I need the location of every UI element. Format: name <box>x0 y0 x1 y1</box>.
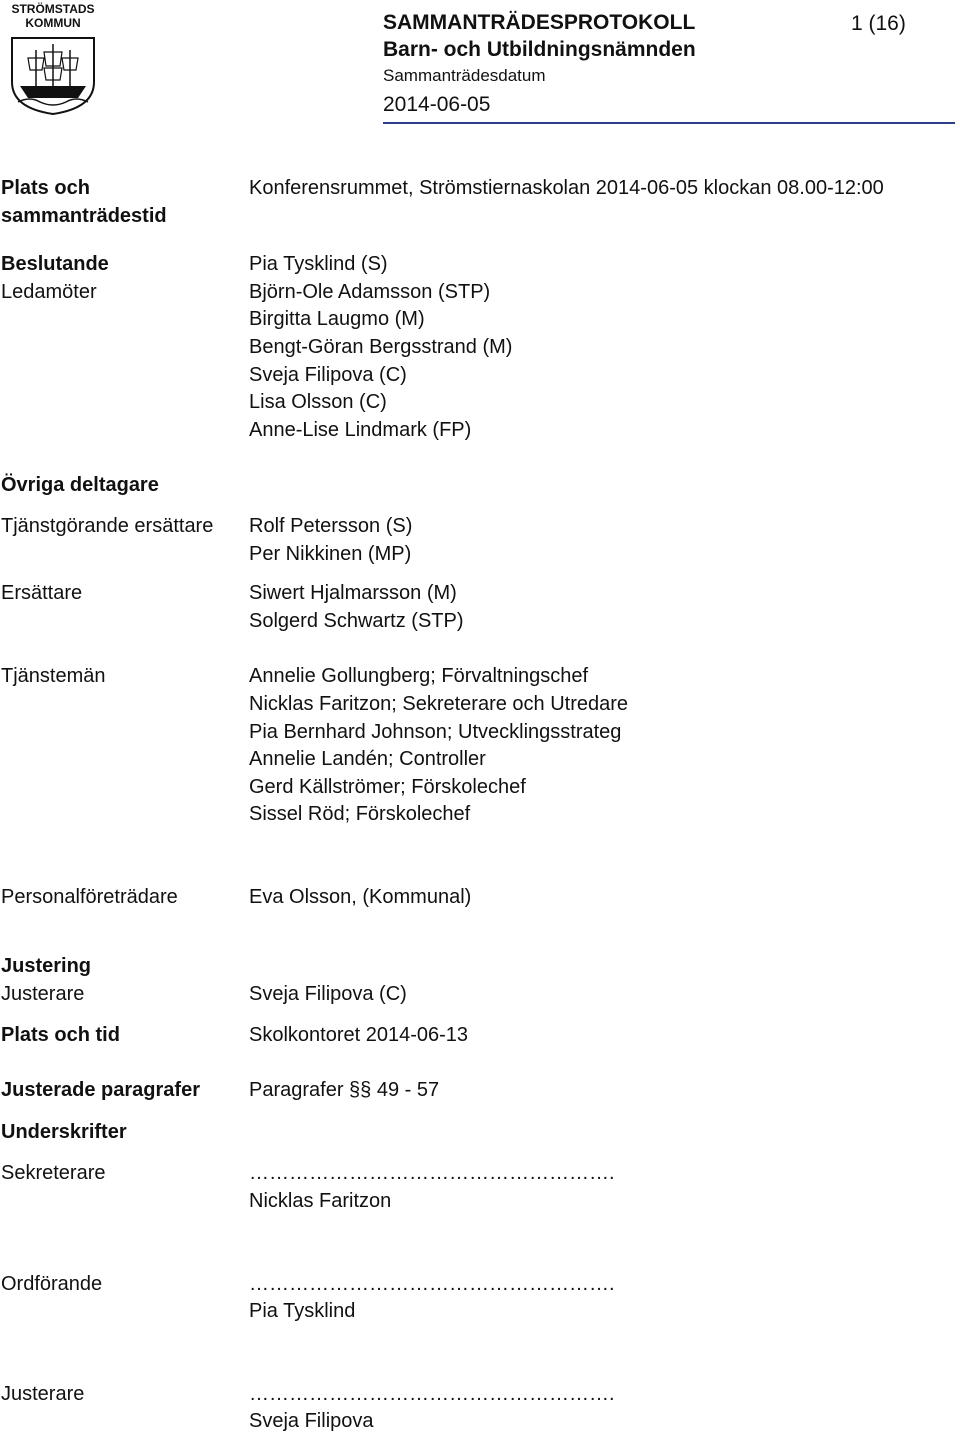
adjuster-value: Sveja Filipova (C) <box>249 983 407 1005</box>
members-label: Ledamöter <box>1 281 97 303</box>
logo-text-line1: STRÖMSTADS <box>11 2 95 16</box>
adjusted-paragraphs-value: Paragrafer §§ 49 - 57 <box>249 1079 440 1101</box>
official-item: Pia Bernhard Johnson; Utvecklingsstrateg <box>249 721 622 743</box>
adjustment-label: Justering <box>1 955 92 977</box>
signature-adjuster-label: Justerare <box>1 1383 85 1405</box>
serving-substitute-item: Per Nikkinen (MP) <box>249 543 412 565</box>
signature-line: ………………………………………………. <box>249 1273 615 1295</box>
logo-text-line2: KOMMUN <box>25 16 81 30</box>
member-item: Birgitta Laugmo (M) <box>249 308 425 330</box>
place-label-line2: sammanträdestid <box>1 205 167 227</box>
member-item: Lisa Olsson (C) <box>249 391 387 413</box>
serving-substitute-item: Rolf Petersson (S) <box>249 515 413 537</box>
committee-name: Barn- och Utbildningsnämnden <box>383 38 696 61</box>
substitute-item: Siwert Hjalmarsson (M) <box>249 582 457 604</box>
document-type-title: SAMMANTRÄDESPROTOKOLL <box>383 11 696 34</box>
signature-line: ………………………………………………. <box>249 1162 615 1184</box>
decision-makers-label: Beslutande <box>1 253 109 275</box>
adjusted-paragraphs-label: Justerade paragrafer <box>1 1079 200 1101</box>
official-item: Nicklas Faritzon; Sekreterare och Utredare <box>249 693 629 715</box>
staff-representative-label: Personalföreträdare <box>1 886 178 908</box>
official-item: Sissel Röd; Förskolechef <box>249 803 471 825</box>
serving-substitutes-label: Tjänstgörande ersättare <box>1 515 214 537</box>
official-item: Annelie Gollungberg; Förvaltningschef <box>249 665 589 687</box>
place-label-line1: Plats och <box>1 177 90 199</box>
municipal-coat-of-arms-icon <box>10 36 96 116</box>
official-item: Annelie Landén; Controller <box>249 748 486 770</box>
staff-representative: Eva Olsson, (Kommunal) <box>249 886 472 908</box>
substitute-item: Solgerd Schwartz (STP) <box>249 610 464 632</box>
secretary-label: Sekreterare <box>1 1162 106 1184</box>
header-rule <box>383 122 955 124</box>
official-item: Gerd Källströmer; Förskolechef <box>249 776 526 798</box>
page-number: 1 (16) <box>851 12 906 35</box>
place-time-label: Plats och tid <box>1 1024 120 1046</box>
member-item: Björn-Ole Adamsson (STP) <box>249 281 491 303</box>
adjuster-label: Justerare <box>1 983 85 1005</box>
signatures-label: Underskrifter <box>1 1121 127 1143</box>
signature-adjuster-name: Sveja Filipova <box>249 1410 374 1432</box>
chair-label: Ordförande <box>1 1273 103 1295</box>
place-value: Konferensrummet, Strömstiernaskolan 2014-06-05 klockan 08.00-12:00 <box>249 177 884 199</box>
member-item: Sveja Filipova (C) <box>249 364 407 386</box>
member-item: Anne-Lise Lindmark (FP) <box>249 419 472 441</box>
signature-line: ………………………………………………. <box>249 1383 615 1405</box>
substitutes-label: Ersättare <box>1 582 83 604</box>
other-participants-label: Övriga deltagare <box>1 474 159 496</box>
meeting-date: 2014-06-05 <box>383 93 491 116</box>
chair-name: Pia Tysklind <box>249 1300 356 1322</box>
secretary-name: Nicklas Faritzon <box>249 1190 392 1212</box>
member-item: Pia Tysklind (S) <box>249 253 388 275</box>
place-time-value: Skolkontoret 2014-06-13 <box>249 1024 469 1046</box>
officials-label: Tjänstemän <box>1 665 106 687</box>
member-item: Bengt-Göran Bergsstrand (M) <box>249 336 513 358</box>
meeting-date-label: Sammanträdesdatum <box>383 66 546 85</box>
